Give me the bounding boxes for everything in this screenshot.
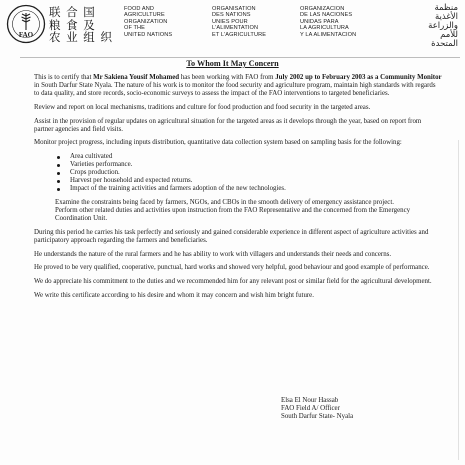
paragraph-certification: This is to certify that Mr Sakiena Yousif Mohamed has been working with FAO from July 2002 up to February 2003 as a Community Monitor in South Darfur State Nyala. The nature of his work is to monitor the food security and agriculture program, maintain high standards with regards to data quality, and store records, socio-economic surveys to assess the impact of the FAO interventions to targeted beneficiaries. [34,74,442,98]
org-name-english: FOOD AND AGRICULTURE ORGANIZATION OF THE UNITED NATIONS [124,6,173,38]
signatory-role: FAO Field A/ Officer [281,405,340,412]
employment-period: July 2002 up to February 2003 as a Community Monitor [275,74,442,81]
paragraph-recommendation: We do appreciate his commitment to the duties and we recommended him for any relevant post or similar field for the agricultural development. [34,278,432,286]
employee-name: Mr Sakiena Yousif Mohamed [93,74,180,81]
page-edge-divider [458,140,459,460]
letter-body [34,74,442,306]
paragraph-performance: During this period he carries his task perfectly and seriously and gained considerable experience in different aspect of agriculture activities and participatory approach regarding the farmers and beneficiaries. [34,228,429,245]
org-name-arabic: منظمة الأغذية والزراعة للأمم المتحدة [428,3,458,49]
list-item: Harvest per household and expected returns. [56,177,442,185]
signatory-name: Elsa El Nour Hassab [281,397,339,404]
paragraph-duty-other: Perform other related duties and activities upon instruction from the FAO Representative and the concerned from the Emergency Coordination Unit. [55,207,411,223]
paragraph-duty-constraints: Examine the constraints being faced by farmers, NGOs, and CBOs in the smooth delivery of emergency assistance project. [55,199,394,207]
paragraph-duty-review: Review and report on local mechanisms, traditions and culture for food production and food security in the targeted areas. [34,103,371,111]
signatory-location: South Darfur State- Nyala [281,413,354,420]
paragraph-understanding: He understands the nature of the rural farmers and he has ability to work with villagers and understands their needs and concerns. [34,250,392,258]
paragraph-qualities: He proved to be very qualified, cooperative, punctual, hard works and showed very helpful, good behaviour and good example of performance. [34,264,430,272]
list-item: Varieties performance. [56,161,442,169]
list-item: Area cultivated [56,153,442,161]
paragraph-closing: We write this certificate according to his desire and whom it may concern and wish him bright future. [34,291,314,299]
monitoring-list [56,153,442,193]
svg-text:FAO: FAO [18,31,34,39]
paragraph-duty-updates: Assist in the provision of regular updates on agricultural situation for the targeted areas as it develops through the year, based on report from partner agencies and field visits. [34,117,422,133]
org-name-chinese: 联 合 国 粮 食 及 农 业 组 织 [49,5,113,44]
letterhead-divider [20,57,460,58]
fao-logo-icon [6,4,46,44]
list-item: Crops production. [56,169,442,177]
paragraph-duty-monitor: Monitor project progress, including inputs distribution, quantitative data collection system based on sampling basis for the following: [34,139,402,147]
org-name-french: ORGANISATION DES NATIONS UNIES POUR L'ALIMENTATION ET L'AGRICULTURE [212,6,267,38]
signature-block [281,397,353,421]
list-item: Impact of the training activities and farmers adoption of the new technologies. [56,185,442,193]
document-title: To Whom It May Concern [186,59,279,68]
org-name-spanish: ORGANIZACION DE LAS NACIONES UNIDAS PARA LA AGRICULTURA Y LA ALIMENTACION [300,6,357,38]
